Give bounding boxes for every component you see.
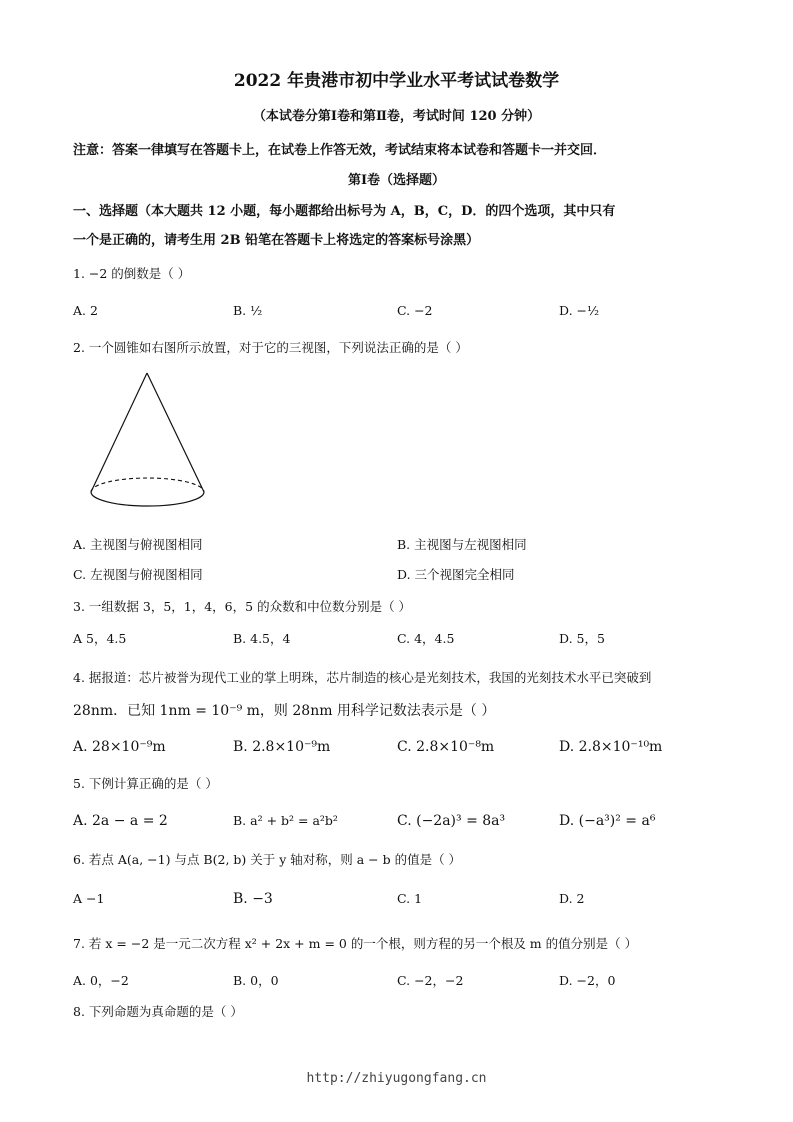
q3-option-a: A 5，4.5 — [73, 631, 127, 646]
page-subtitle: （本试卷分第Ⅰ卷和第Ⅱ卷，考试时间 120 分钟） — [252, 109, 541, 124]
question-8-stem: 8. 下列命题为真命题的是（ ） — [73, 1004, 243, 1019]
question-3-stem: 3. 一组数据 3，5，1，4，6，5 的众数和中位数分别是（ ） — [73, 599, 412, 614]
notice: 注意：答案一律填写在答题卡上，在试卷上作答无效，考试结束将本试卷和答题卡一并交回． — [73, 143, 607, 158]
q1-option-b: B. ½ — [233, 303, 263, 318]
q4-option-c: C. 2.8×10⁻⁸m — [397, 739, 495, 755]
q5-option-b: B. a² + b² = a²b² — [233, 813, 338, 828]
q1-option-a: A. 2 — [73, 303, 98, 318]
question-7-stem: 7. 若 x = −2 是一元二次方程 x² + 2x + m = 0 的一个根，则方程的另一个根及 m 的值分别是（ ） — [73, 936, 638, 951]
page-title: 2022 年贵港市初中学业水平考试试卷数学 — [233, 71, 560, 91]
q4-option-d: D. 2.8×10⁻¹⁰m — [559, 739, 663, 755]
q5-option-c: C. (−2a)³ = 8a³ — [397, 813, 506, 829]
q6-option-a: A −1 — [73, 891, 105, 906]
q7-option-a: A. 0，−2 — [73, 973, 129, 988]
footer-url: http://zhiyugongfang.cn — [306, 1071, 487, 1086]
q3-option-d: D. 5，5 — [559, 631, 605, 646]
q1-option-d: D. −½ — [559, 303, 600, 318]
q3-option-c: C. 4，4.5 — [397, 631, 455, 646]
part-heading: 第Ⅰ卷（选择题） — [347, 173, 446, 188]
q5-option-d: D. (−a³)² = a⁶ — [559, 813, 656, 829]
q1-option-c: C. −2 — [397, 303, 433, 318]
q4-option-a: A. 28×10⁻⁹m — [73, 739, 166, 755]
q2-option-a: A. 主视图与俯视图相同 — [73, 537, 203, 552]
question-4-stem: 4. 据报道：芯片被誉为现代工业的掌上明珠，芯片制造的核心是光刻技术，我国的光刻技术水平已突破到 — [73, 670, 652, 685]
q2-option-d: D. 三个视图完全相同 — [397, 567, 515, 582]
question-6-stem: 6. 若点 A(a, −1) 与点 B(2, b) 关于 y 轴对称，则 a − b 的值是（ ） — [73, 852, 462, 867]
q7-option-d: D. −2，0 — [559, 973, 616, 988]
cone-figure — [85, 368, 215, 518]
q3-option-b: B. 4.5，4 — [233, 631, 291, 646]
q7-option-b: B. 0，0 — [233, 973, 279, 988]
q4-option-b: B. 2.8×10⁻⁹m — [233, 739, 331, 755]
q6-option-d: D. 2 — [559, 891, 585, 906]
q6-option-b: B. −3 — [233, 891, 273, 907]
q6-option-c: C. 1 — [397, 891, 423, 906]
question-1-stem: 1. −2 的倒数是（ ） — [73, 266, 191, 281]
q2-option-b: B. 主视图与左视图相同 — [397, 537, 527, 552]
question-5-stem: 5. 下例计算正确的是（ ） — [73, 776, 218, 791]
q2-option-c: C. 左视图与俯视图相同 — [73, 567, 203, 582]
question-4-stem-2: 28nm．已知 1nm = 10⁻⁹ m，则 28nm 用科学记数法表示是（ ） — [73, 703, 496, 719]
q7-option-c: C. −2，−2 — [397, 973, 464, 988]
section-heading-line1: 一、选择题（本大题共 12 小题，每小题都给出标号为 A，B，C，D．的四个选项，其中只有 — [73, 204, 616, 219]
section-heading-line2: 一个是正确的，请考生用 2B 铅笔在答题卡上将选定的答案标号涂黑） — [73, 233, 480, 248]
q5-option-a: A. 2a − a = 2 — [73, 813, 168, 829]
question-2-stem: 2. 一个圆锥如右图所示放置，对于它的三视图，下列说法正确的是（ ） — [73, 340, 468, 355]
